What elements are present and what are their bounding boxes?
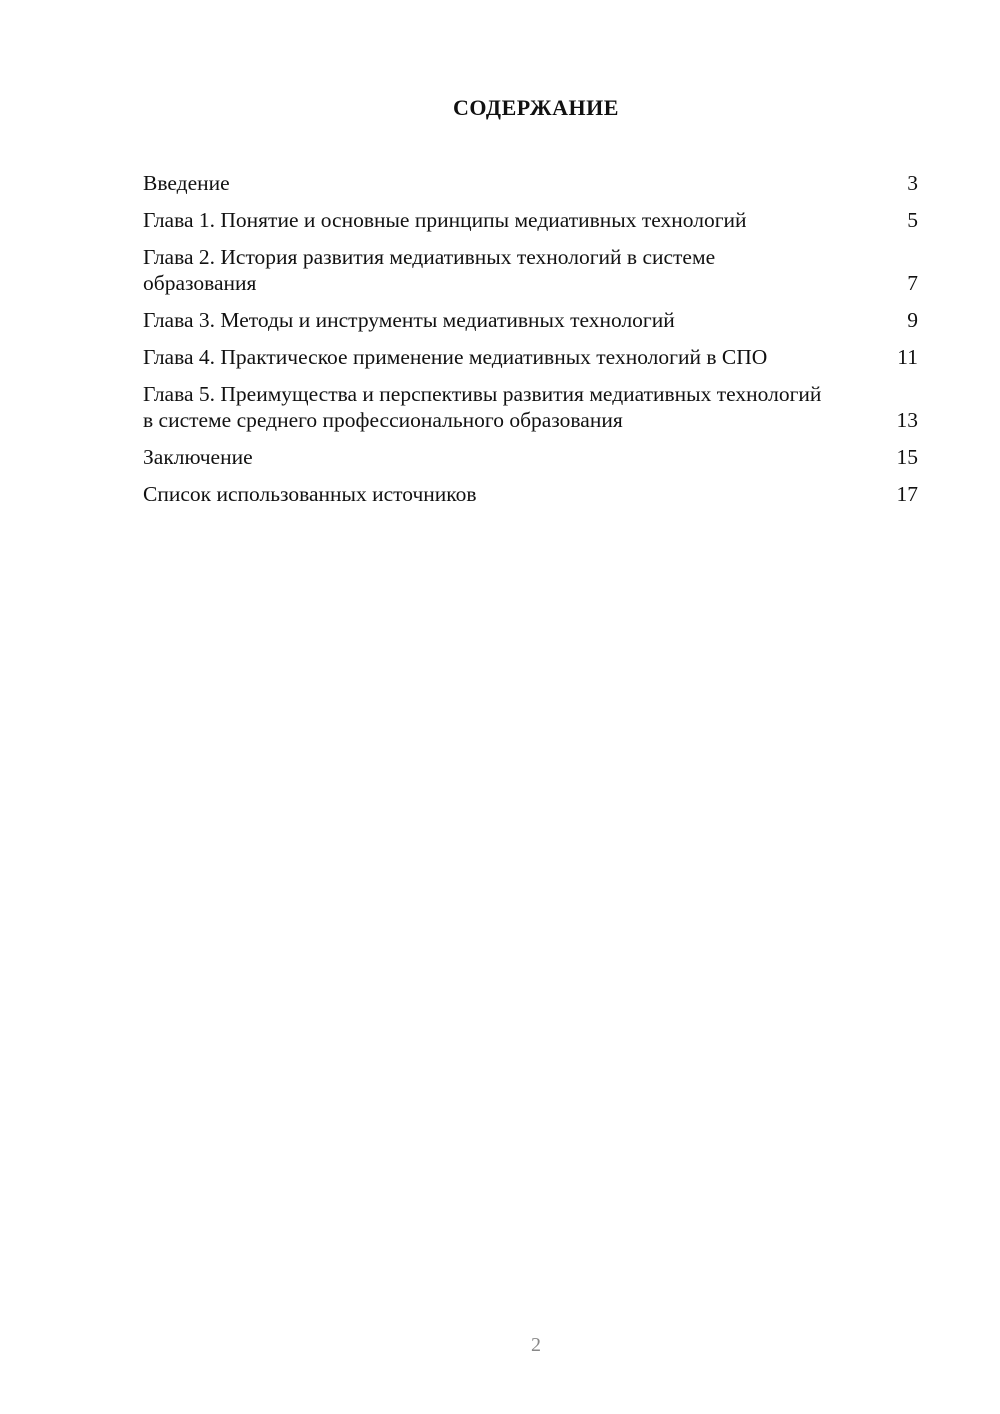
table-of-contents xyxy=(143,170,918,518)
toc-entry-introduction xyxy=(143,170,918,196)
toc-entry-chapter-2 xyxy=(143,244,918,296)
toc-entry-references xyxy=(143,481,918,507)
toc-entry-title: Глава 4. Практическое применение медиативных технологий в СПО xyxy=(143,345,768,369)
toc-entry-page: 13 xyxy=(896,408,918,432)
toc-entry-chapter-4 xyxy=(143,344,918,370)
toc-entry-page: 15 xyxy=(896,445,918,469)
toc-entry-title: Заключение xyxy=(143,445,253,469)
page-number: 2 xyxy=(531,1334,541,1356)
toc-entry-title: Глава 2. История развития медиативных технологий в системе образования xyxy=(143,245,716,295)
toc-entry-page: 5 xyxy=(907,208,918,232)
toc-entry-title: Список использованных источников xyxy=(143,482,477,506)
toc-entry-chapter-1 xyxy=(143,207,918,233)
toc-entry-title: Введение xyxy=(143,171,230,195)
toc-entry-title: Глава 5. Преимущества и перспективы развития медиативных технологий в системе среднего профессионального образования xyxy=(143,382,822,432)
toc-entry-page: 7 xyxy=(907,271,918,295)
toc-entry-page: 17 xyxy=(896,482,918,506)
toc-entry-page: 3 xyxy=(907,171,918,195)
toc-entry-title: Глава 3. Методы и инструменты медиативных технологий xyxy=(143,308,675,332)
toc-entry-chapter-5 xyxy=(143,381,918,433)
toc-heading: СОДЕРЖАНИЕ xyxy=(453,95,619,120)
toc-entry-chapter-3 xyxy=(143,307,918,333)
toc-entry-conclusion xyxy=(143,444,918,470)
toc-entry-page: 9 xyxy=(907,308,918,332)
toc-entry-title: Глава 1. Понятие и основные принципы медиативных технологий xyxy=(143,208,747,232)
toc-entry-page: 11 xyxy=(897,345,918,369)
